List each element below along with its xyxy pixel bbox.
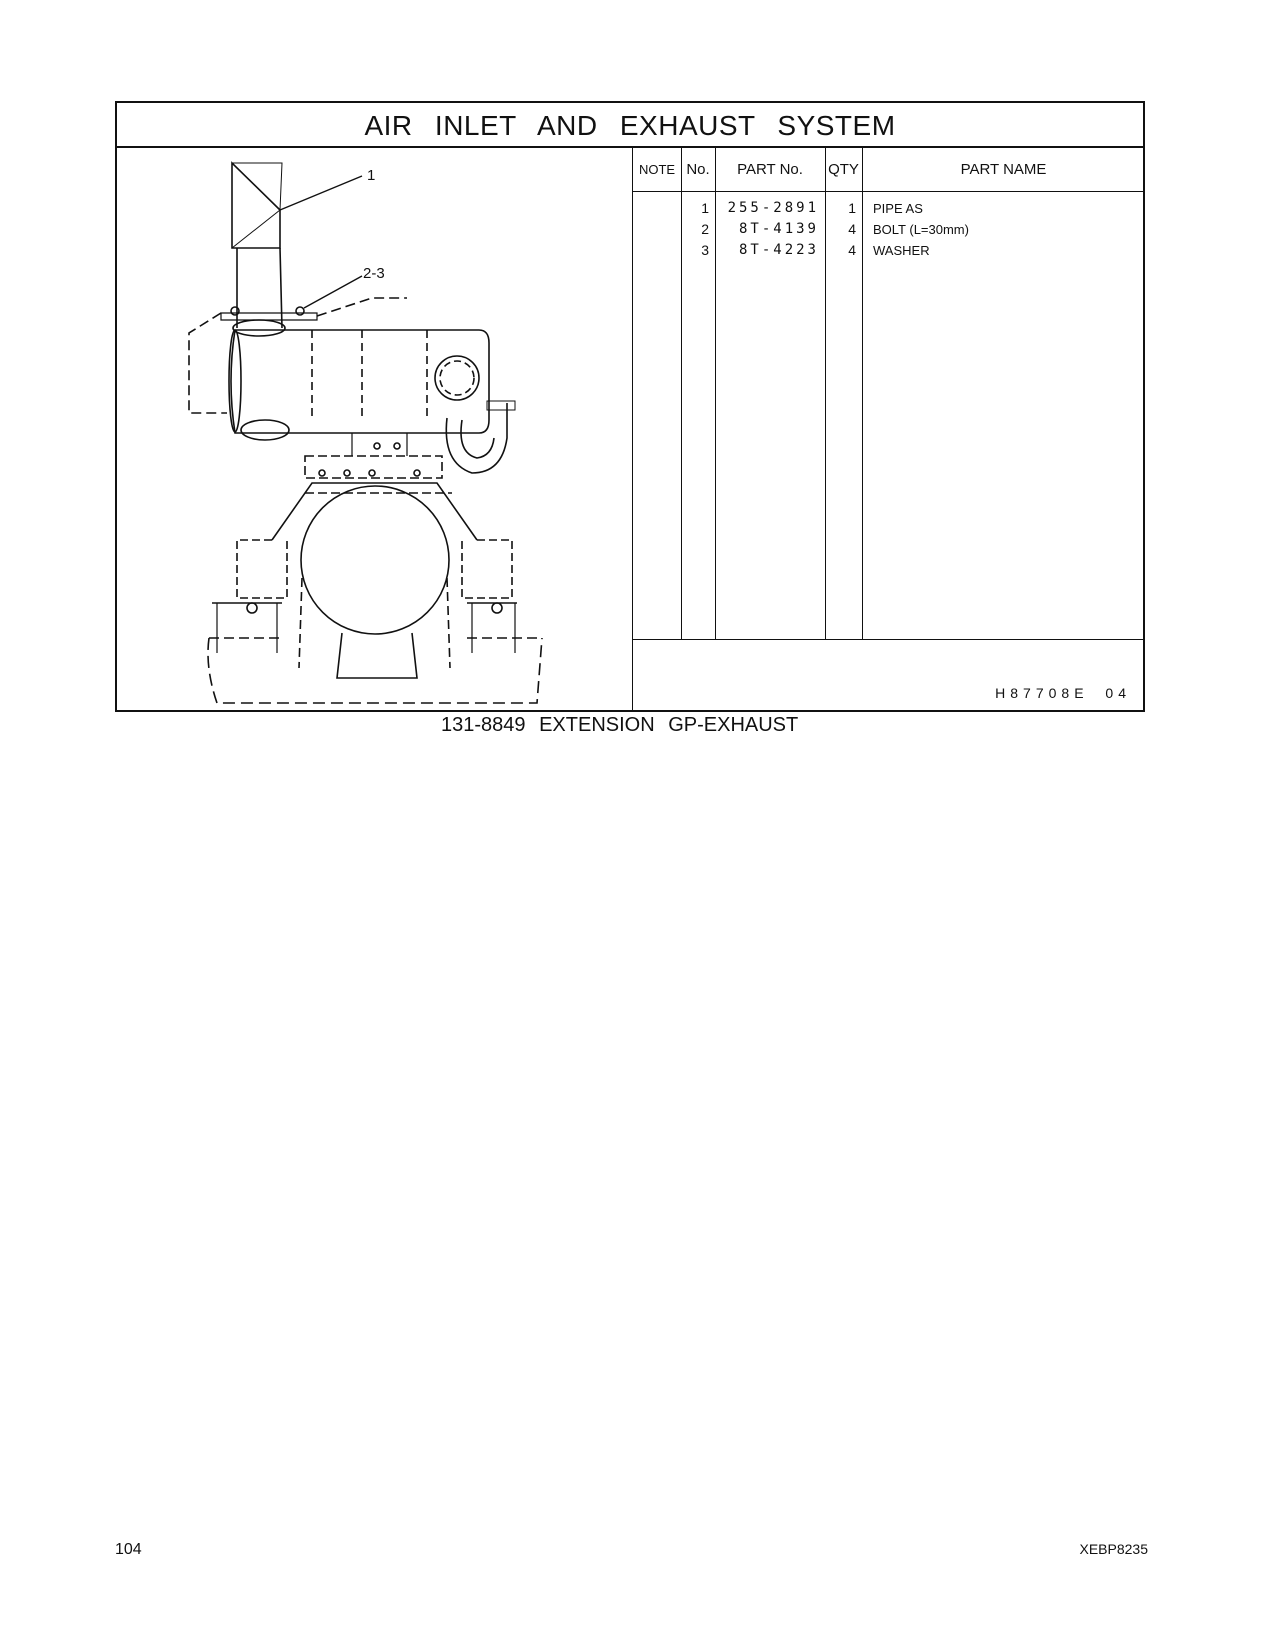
row-1-no: 1 (701, 200, 709, 216)
row-1-part-no: 255-2891 (727, 200, 819, 216)
row-2-part-no: 8T-4139 (738, 221, 819, 237)
row-3-no: 3 (701, 242, 709, 258)
row-1-name: PIPE AS (873, 201, 923, 216)
header-part-no: PART No. (737, 161, 803, 178)
page-number: 104 (115, 1541, 142, 1558)
page-title: AIR INLET AND EXHAUST SYSTEM (117, 103, 1143, 148)
header-qty: QTY (828, 161, 859, 178)
row-2-no: 2 (701, 221, 709, 237)
row-3-qty: 4 (848, 242, 856, 258)
exploded-illustration (117, 148, 633, 712)
row-3-part-no: 8T-4223 (738, 242, 819, 258)
row-3-name: WASHER (873, 243, 930, 258)
parts-frame (115, 101, 1145, 712)
header-part-name: PART NAME (960, 161, 1047, 178)
row-2-qty: 4 (848, 221, 856, 237)
callout-2-3: 2-3 (363, 265, 385, 282)
callout-1: 1 (367, 167, 376, 184)
header-divider (633, 191, 1145, 192)
header-note: NOTE (638, 162, 676, 177)
row-2-name: BOLT (L=30mm) (873, 222, 969, 237)
document-id: XEBP8235 (1079, 1541, 1148, 1557)
column-divider (862, 148, 863, 639)
header-no: No. (686, 161, 710, 178)
table-footer-divider (633, 639, 1145, 640)
engine-exhaust-drawing (117, 148, 633, 712)
illustration-code: H87708E 04 (995, 685, 1131, 701)
row-1-qty: 1 (848, 200, 856, 216)
group-caption: 131-8849 EXTENSION GP-EXHAUST (441, 714, 799, 736)
parts-table (633, 148, 1145, 712)
